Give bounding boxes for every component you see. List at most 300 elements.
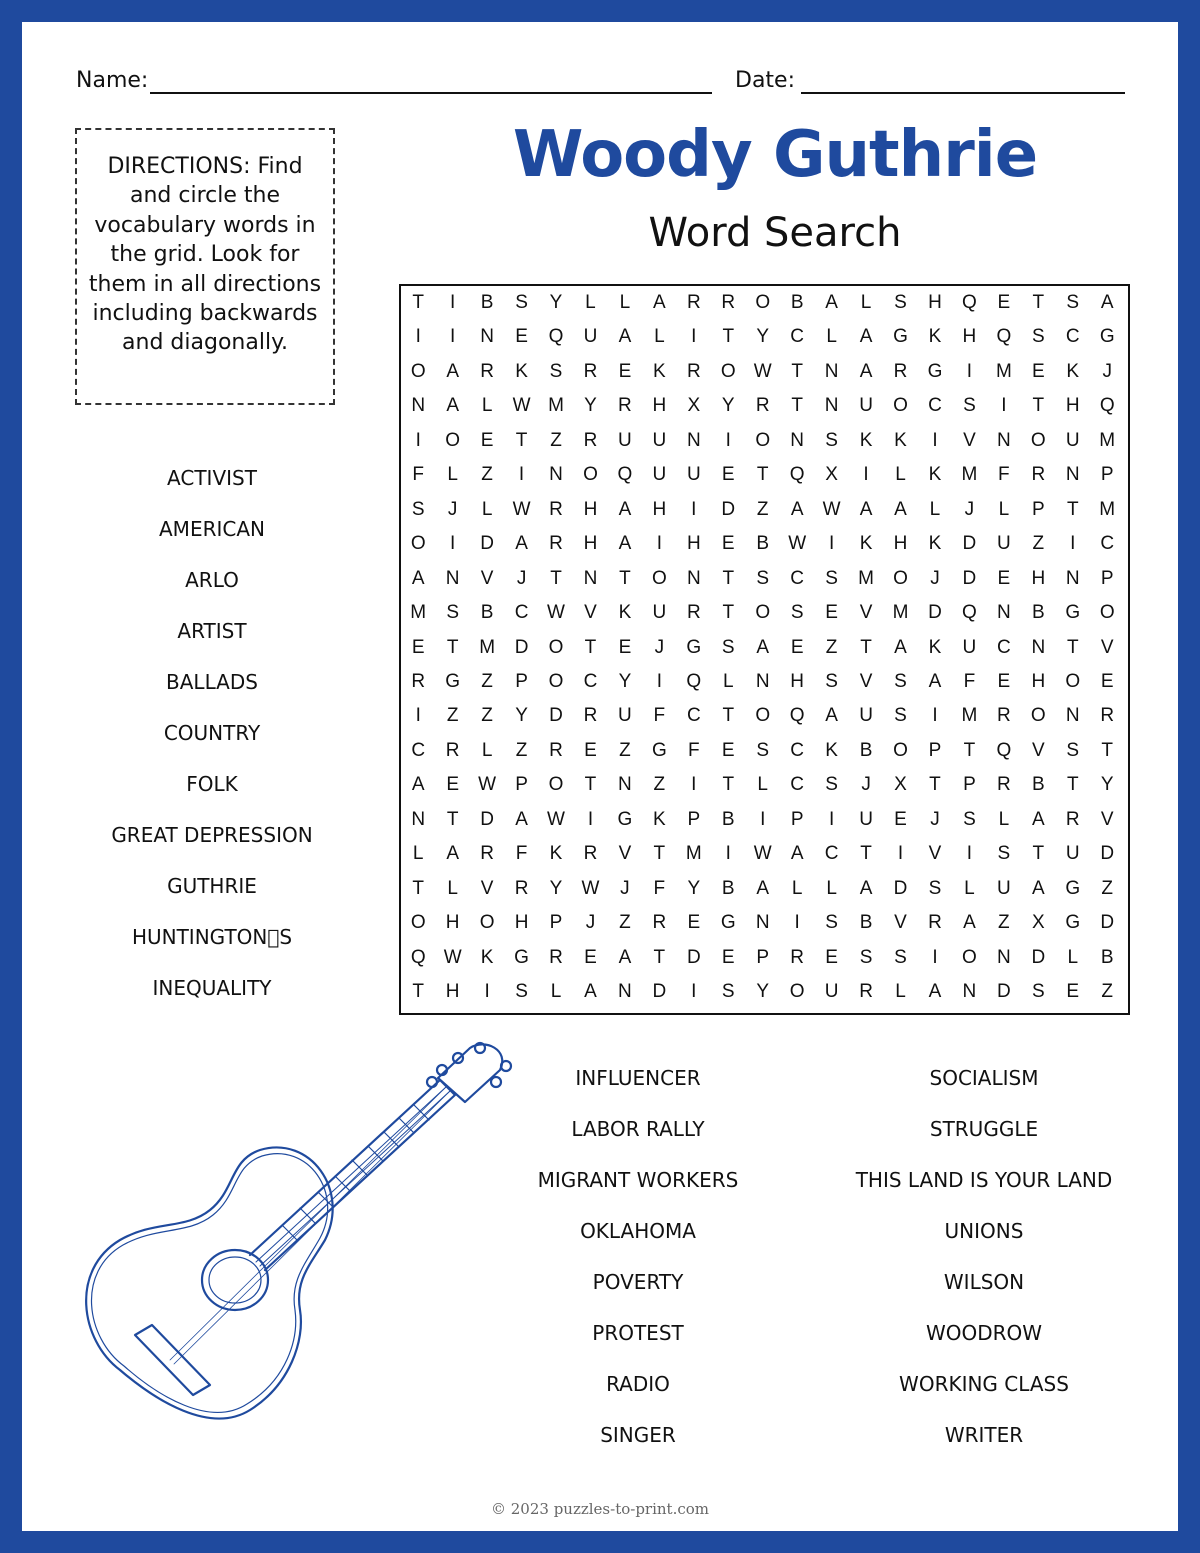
grid-letter[interactable]: A	[411, 567, 425, 589]
grid-letter[interactable]: S	[825, 912, 838, 934]
grid-letter[interactable]: Y	[756, 981, 770, 1002]
grid-letter[interactable]: S	[549, 360, 563, 382]
grid-letter[interactable]: E	[997, 292, 1011, 313]
grid-letter[interactable]: O	[1030, 429, 1046, 451]
grid-letter[interactable]: N	[618, 981, 632, 1002]
grid-letter[interactable]: B	[790, 292, 804, 313]
grid-letter[interactable]: L	[481, 395, 493, 417]
grid-letter[interactable]: T	[619, 567, 631, 589]
grid-letter[interactable]: D	[996, 981, 1011, 1002]
grid-letter[interactable]: T	[929, 774, 941, 796]
grid-letter[interactable]: U	[652, 464, 667, 486]
grid-letter[interactable]: K	[825, 739, 838, 761]
grid-letter[interactable]: I	[587, 808, 594, 830]
grid-letter[interactable]: O	[410, 360, 426, 382]
grid-letter[interactable]: R	[996, 774, 1011, 796]
grid-letter[interactable]: A	[928, 670, 942, 692]
grid-letter[interactable]: J	[1102, 360, 1112, 382]
grid-letter[interactable]: R	[445, 739, 460, 761]
grid-letter[interactable]: K	[653, 808, 666, 830]
grid-letter[interactable]: R	[686, 360, 701, 382]
grid-letter[interactable]: N	[996, 602, 1011, 624]
grid-letter[interactable]: B	[1031, 774, 1045, 796]
grid-letter[interactable]: W	[788, 533, 807, 555]
grid-letter[interactable]: R	[686, 292, 701, 313]
grid-letter[interactable]: I	[760, 808, 766, 830]
grid-letter[interactable]: R	[652, 912, 667, 934]
grid-letter[interactable]: E	[721, 946, 735, 968]
grid-letter[interactable]: U	[1065, 429, 1080, 451]
grid-letter[interactable]: Y	[756, 326, 770, 348]
grid-letter[interactable]: K	[653, 360, 666, 382]
grid-letter[interactable]: E	[515, 326, 528, 348]
grid-letter[interactable]: A	[790, 498, 804, 520]
grid-letter[interactable]: E	[894, 808, 907, 830]
grid-letter[interactable]: V	[1100, 808, 1114, 830]
grid-letter[interactable]: L	[447, 877, 458, 899]
grid-letter[interactable]: F	[653, 877, 666, 899]
grid-letter[interactable]: Q	[996, 739, 1012, 761]
grid-letter[interactable]: P	[687, 808, 701, 830]
grid-letter[interactable]: D	[721, 498, 736, 520]
grid-letter[interactable]: Z	[550, 429, 562, 451]
grid-letter[interactable]: E	[721, 533, 735, 555]
grid-letter[interactable]: E	[790, 636, 804, 658]
grid-letter[interactable]: S	[1066, 739, 1080, 761]
grid-letter[interactable]: C	[996, 636, 1011, 658]
grid-letter[interactable]: M	[858, 567, 874, 589]
grid-letter[interactable]: F	[653, 705, 666, 727]
grid-letter[interactable]: U	[859, 705, 873, 727]
grid-letter[interactable]: A	[1031, 877, 1045, 899]
grid-letter[interactable]: K	[549, 843, 563, 865]
grid-letter[interactable]: E	[1031, 360, 1045, 382]
grid-letter[interactable]: L	[585, 292, 596, 313]
grid-letter[interactable]: E	[997, 670, 1011, 692]
grid-letter[interactable]: P	[515, 774, 528, 796]
grid-letter[interactable]: M	[410, 602, 427, 624]
grid-letter[interactable]: A	[859, 498, 873, 520]
grid-letter[interactable]: P	[515, 670, 528, 692]
grid-letter[interactable]: E	[825, 946, 838, 968]
grid-letter[interactable]: S	[859, 946, 873, 968]
grid-letter[interactable]: H	[445, 981, 460, 1002]
grid-letter[interactable]: R	[549, 498, 563, 520]
grid-letter[interactable]: N	[1065, 705, 1080, 727]
grid-letter[interactable]: F	[963, 670, 976, 692]
grid-letter[interactable]: J	[930, 808, 940, 830]
grid-letter[interactable]: N	[755, 670, 770, 692]
grid-letter[interactable]: G	[617, 808, 633, 830]
grid-letter[interactable]: A	[1031, 808, 1045, 830]
grid-letter[interactable]: S	[756, 739, 770, 761]
grid-letter[interactable]: I	[415, 326, 421, 348]
grid-letter[interactable]: G	[445, 670, 461, 692]
grid-letter[interactable]: J	[620, 877, 630, 899]
grid-letter[interactable]: N	[686, 429, 701, 451]
grid-letter[interactable]: L	[447, 464, 458, 486]
grid-letter[interactable]: M	[479, 636, 496, 658]
grid-letter[interactable]: T	[722, 602, 735, 624]
grid-letter[interactable]: O	[410, 533, 426, 555]
grid-letter[interactable]: N	[1031, 636, 1046, 658]
grid-letter[interactable]: T	[1101, 739, 1114, 761]
grid-letter[interactable]: O	[548, 636, 564, 658]
grid-letter[interactable]: W	[512, 498, 531, 520]
grid-letter[interactable]: T	[412, 292, 425, 313]
grid-letter[interactable]: I	[725, 843, 731, 865]
grid-letter[interactable]: I	[897, 843, 904, 865]
grid-letter[interactable]: M	[548, 395, 564, 417]
grid-letter[interactable]: S	[825, 429, 838, 451]
grid-letter[interactable]: K	[515, 360, 528, 382]
grid-letter[interactable]: O	[583, 464, 598, 486]
grid-letter[interactable]: A	[756, 877, 770, 899]
grid-letter[interactable]: C	[790, 567, 805, 589]
grid-letter[interactable]: H	[893, 533, 908, 555]
grid-letter[interactable]: S	[894, 946, 907, 968]
grid-letter[interactable]: C	[686, 705, 701, 727]
grid-letter[interactable]: H	[962, 326, 977, 348]
grid-letter[interactable]: A	[515, 533, 528, 555]
grid-letter[interactable]: Y	[549, 292, 563, 313]
grid-letter[interactable]: Y	[584, 395, 597, 417]
grid-letter[interactable]: A	[446, 843, 459, 865]
grid-letter[interactable]: C	[1100, 533, 1115, 555]
grid-letter[interactable]: K	[1066, 360, 1080, 382]
grid-letter[interactable]: B	[721, 877, 735, 899]
grid-letter[interactable]: R	[755, 395, 770, 417]
grid-letter[interactable]: N	[996, 946, 1011, 968]
grid-letter[interactable]: I	[415, 705, 421, 727]
grid-letter[interactable]: Y	[687, 877, 701, 899]
grid-letter[interactable]: I	[691, 774, 697, 796]
grid-letter[interactable]: A	[446, 360, 459, 382]
grid-letter[interactable]: L	[895, 464, 906, 486]
grid-letter[interactable]: M	[961, 705, 978, 727]
grid-letter[interactable]: K	[928, 636, 942, 658]
grid-letter[interactable]: P	[1100, 464, 1114, 486]
grid-letter[interactable]: O	[548, 774, 564, 796]
grid-letter[interactable]: I	[484, 981, 490, 1002]
grid-letter[interactable]: T	[515, 429, 528, 451]
grid-letter[interactable]: O	[755, 429, 771, 451]
grid-letter[interactable]: M	[685, 843, 702, 865]
grid-letter[interactable]: V	[859, 670, 873, 692]
grid-letter[interactable]: O	[893, 739, 908, 761]
grid-letter[interactable]: B	[756, 533, 770, 555]
grid-letter[interactable]: I	[656, 670, 662, 692]
grid-letter[interactable]: Q	[789, 464, 805, 486]
grid-letter[interactable]: C	[411, 739, 426, 761]
grid-letter[interactable]: A	[894, 636, 907, 658]
grid-letter[interactable]: R	[583, 429, 598, 451]
grid-letter[interactable]: I	[932, 429, 938, 451]
grid-letter[interactable]: R	[549, 533, 563, 555]
grid-letter[interactable]: Z	[446, 705, 459, 727]
grid-letter[interactable]: L	[412, 843, 424, 865]
grid-letter[interactable]: G	[686, 636, 702, 658]
grid-letter[interactable]: T	[550, 567, 562, 589]
grid-letter[interactable]: G	[927, 360, 943, 382]
grid-letter[interactable]: W	[822, 498, 841, 520]
grid-letter[interactable]: B	[480, 602, 494, 624]
grid-letter[interactable]: U	[686, 464, 701, 486]
grid-letter[interactable]: Z	[1101, 877, 1114, 899]
grid-letter[interactable]: S	[825, 670, 838, 692]
grid-letter[interactable]: S	[446, 602, 459, 624]
grid-letter[interactable]: H	[583, 533, 598, 555]
grid-letter[interactable]: S	[790, 602, 804, 624]
grid-letter[interactable]: R	[893, 360, 908, 382]
grid-letter[interactable]: H	[583, 498, 598, 520]
grid-letter[interactable]: R	[1065, 808, 1080, 830]
grid-letter[interactable]: L	[619, 292, 631, 313]
grid-letter[interactable]: W	[547, 602, 565, 624]
grid-letter[interactable]: S	[721, 981, 735, 1002]
grid-letter[interactable]: H	[652, 498, 667, 520]
grid-letter[interactable]: J	[964, 498, 975, 520]
grid-letter[interactable]: Z	[481, 670, 493, 692]
grid-letter[interactable]: X	[825, 464, 838, 486]
grid-letter[interactable]: Z	[825, 636, 838, 658]
grid-letter[interactable]: A	[963, 912, 976, 934]
grid-letter[interactable]: T	[1066, 498, 1079, 520]
grid-letter[interactable]: S	[1031, 981, 1045, 1002]
grid-letter[interactable]: I	[691, 498, 697, 520]
grid-letter[interactable]: R	[583, 360, 598, 382]
grid-letter[interactable]: R	[480, 360, 494, 382]
grid-letter[interactable]: O	[548, 670, 564, 692]
grid-letter[interactable]: R	[480, 843, 494, 865]
grid-letter[interactable]: R	[514, 877, 529, 899]
grid-letter[interactable]: O	[962, 946, 977, 968]
grid-letter[interactable]: A	[859, 326, 873, 348]
grid-letter[interactable]: L	[654, 326, 665, 348]
grid-letter[interactable]: T	[722, 567, 735, 589]
grid-letter[interactable]: L	[860, 292, 872, 313]
grid-letter[interactable]: T	[860, 843, 872, 865]
grid-letter[interactable]: T	[584, 774, 597, 796]
grid-letter[interactable]: O	[755, 705, 771, 727]
grid-letter[interactable]: L	[481, 739, 493, 761]
grid-letter[interactable]: I	[1001, 395, 1007, 417]
grid-letter[interactable]: E	[618, 636, 632, 658]
grid-letter[interactable]: I	[450, 326, 456, 348]
grid-letter[interactable]: N	[1065, 567, 1080, 589]
grid-letter[interactable]: T	[722, 326, 735, 348]
grid-letter[interactable]: H	[1031, 670, 1046, 692]
grid-letter[interactable]: K	[928, 464, 942, 486]
grid-letter[interactable]: W	[581, 877, 600, 899]
grid-letter[interactable]: T	[791, 395, 803, 417]
grid-letter[interactable]: I	[450, 292, 456, 313]
grid-letter[interactable]: E	[1100, 670, 1114, 692]
grid-letter[interactable]: O	[720, 360, 736, 382]
grid-letter[interactable]: V	[894, 912, 907, 934]
grid-letter[interactable]: F	[515, 843, 528, 865]
grid-letter[interactable]: P	[963, 774, 976, 796]
grid-letter[interactable]: R	[928, 912, 942, 934]
grid-letter[interactable]: T	[1066, 636, 1079, 658]
grid-letter[interactable]: S	[894, 670, 907, 692]
grid-letter[interactable]: T	[722, 774, 735, 796]
grid-letter[interactable]: U	[1065, 843, 1080, 865]
grid-letter[interactable]: S	[411, 498, 425, 520]
grid-letter[interactable]: W	[512, 395, 531, 417]
grid-letter[interactable]: G	[1065, 912, 1081, 934]
grid-letter[interactable]: C	[824, 843, 839, 865]
grid-letter[interactable]: I	[1070, 533, 1076, 555]
grid-letter[interactable]: N	[618, 774, 632, 796]
grid-letter[interactable]: B	[859, 912, 873, 934]
grid-letter[interactable]: G	[1065, 877, 1081, 899]
grid-letter[interactable]: S	[1066, 292, 1080, 313]
grid-letter[interactable]: Q	[996, 326, 1012, 348]
grid-letter[interactable]: F	[412, 464, 425, 486]
grid-letter[interactable]: E	[721, 739, 735, 761]
grid-letter[interactable]: L	[998, 498, 1010, 520]
grid-letter[interactable]: A	[859, 360, 873, 382]
grid-letter[interactable]: R	[721, 292, 736, 313]
grid-letter[interactable]: I	[966, 360, 973, 382]
grid-letter[interactable]: R	[686, 602, 701, 624]
grid-letter[interactable]: R	[1031, 464, 1046, 486]
grid-letter[interactable]: A	[446, 395, 459, 417]
grid-letter[interactable]: R	[859, 981, 873, 1002]
grid-letter[interactable]: L	[481, 498, 493, 520]
grid-letter[interactable]: G	[1065, 602, 1081, 624]
grid-letter[interactable]: T	[412, 877, 425, 899]
grid-letter[interactable]: X	[894, 774, 907, 796]
grid-letter[interactable]: T	[412, 981, 425, 1002]
grid-letter[interactable]: L	[791, 877, 803, 899]
grid-letter[interactable]: U	[618, 705, 632, 727]
grid-letter[interactable]: U	[859, 808, 873, 830]
grid-letter[interactable]: V	[584, 602, 597, 624]
grid-letter[interactable]: A	[790, 843, 804, 865]
grid-letter[interactable]: Y	[515, 705, 528, 727]
grid-letter[interactable]: Q	[789, 705, 805, 727]
grid-letter[interactable]: I	[691, 981, 697, 1002]
grid-letter[interactable]: L	[895, 981, 906, 1002]
grid-letter[interactable]: K	[480, 946, 494, 968]
grid-letter[interactable]: W	[478, 774, 497, 796]
grid-letter[interactable]: D	[652, 981, 667, 1002]
grid-letter[interactable]: A	[825, 292, 838, 313]
grid-letter[interactable]: N	[480, 326, 494, 348]
grid-letter[interactable]: L	[722, 670, 734, 692]
grid-letter[interactable]: Y	[549, 877, 563, 899]
grid-letter[interactable]: B	[721, 808, 735, 830]
grid-letter[interactable]: G	[893, 326, 908, 348]
grid-letter[interactable]: B	[1100, 946, 1114, 968]
grid-letter[interactable]: J	[447, 498, 458, 520]
grid-letter[interactable]: H	[790, 670, 805, 692]
grid-letter[interactable]: O	[1065, 670, 1081, 692]
grid-letter[interactable]: C	[790, 774, 805, 796]
grid-letter[interactable]: T	[1032, 843, 1045, 865]
grid-letter[interactable]: L	[826, 877, 837, 899]
grid-letter[interactable]: N	[790, 429, 805, 451]
grid-letter[interactable]: E	[997, 567, 1011, 589]
grid-letter[interactable]: U	[652, 602, 667, 624]
grid-letter[interactable]: S	[1031, 326, 1045, 348]
grid-letter[interactable]: I	[415, 429, 421, 451]
grid-letter[interactable]: N	[962, 981, 977, 1002]
grid-letter[interactable]: L	[757, 774, 768, 796]
grid-letter[interactable]: E	[618, 360, 632, 382]
grid-letter[interactable]: O	[755, 292, 771, 313]
grid-letter[interactable]: S	[997, 843, 1011, 865]
grid-letter[interactable]: I	[932, 705, 938, 727]
grid-letter[interactable]: O	[410, 912, 426, 934]
grid-letter[interactable]: N	[411, 808, 426, 830]
grid-letter[interactable]: R	[583, 843, 598, 865]
grid-letter[interactable]: K	[928, 326, 942, 348]
grid-letter[interactable]: H	[445, 912, 460, 934]
grid-letter[interactable]: A	[1100, 292, 1114, 313]
grid-letter[interactable]: E	[584, 946, 597, 968]
grid-letter[interactable]: C	[583, 670, 598, 692]
grid-letter[interactable]: H	[928, 292, 942, 313]
grid-letter[interactable]: U	[996, 877, 1011, 899]
grid-letter[interactable]: S	[721, 636, 735, 658]
grid-letter[interactable]: L	[826, 326, 837, 348]
grid-letter[interactable]: M	[1099, 498, 1116, 520]
grid-letter[interactable]: U	[996, 533, 1011, 555]
grid-letter[interactable]: A	[515, 808, 528, 830]
grid-letter[interactable]: M	[995, 360, 1012, 382]
grid-letter[interactable]: O	[789, 981, 805, 1002]
grid-letter[interactable]: I	[691, 326, 697, 348]
grid-letter[interactable]: S	[963, 808, 976, 830]
grid-letter[interactable]: A	[653, 292, 666, 313]
grid-letter[interactable]: E	[411, 636, 425, 658]
grid-letter[interactable]: H	[1031, 567, 1046, 589]
grid-letter[interactable]: H	[686, 533, 701, 555]
grid-letter[interactable]: H	[1065, 395, 1080, 417]
grid-letter[interactable]: Z	[481, 464, 493, 486]
grid-letter[interactable]: A	[618, 946, 632, 968]
grid-letter[interactable]: A	[894, 498, 907, 520]
grid-letter[interactable]: G	[651, 739, 667, 761]
grid-letter[interactable]: T	[1066, 774, 1079, 796]
grid-letter[interactable]: N	[583, 567, 598, 589]
grid-letter[interactable]: A	[928, 981, 942, 1002]
grid-letter[interactable]: I	[518, 464, 525, 486]
grid-letter[interactable]: Y	[618, 670, 632, 692]
grid-letter[interactable]: G	[514, 946, 529, 968]
grid-letter[interactable]: J	[930, 567, 940, 589]
grid-letter[interactable]: N	[755, 912, 770, 934]
grid-letter[interactable]: I	[794, 912, 800, 934]
grid-letter[interactable]: Z	[619, 912, 631, 934]
grid-letter[interactable]: R	[549, 739, 563, 761]
grid-letter[interactable]: T	[446, 808, 459, 830]
grid-letter[interactable]: N	[824, 395, 839, 417]
grid-letter[interactable]: K	[859, 429, 873, 451]
grid-letter[interactable]: U	[824, 981, 839, 1002]
grid-letter[interactable]: L	[550, 981, 562, 1002]
grid-letter[interactable]: C	[514, 602, 529, 624]
grid-letter[interactable]: W	[753, 843, 772, 865]
grid-letter[interactable]: A	[618, 498, 632, 520]
grid-letter[interactable]: O	[445, 429, 461, 451]
grid-letter[interactable]: C	[1065, 326, 1080, 348]
grid-letter[interactable]: W	[547, 808, 565, 830]
grid-letter[interactable]: A	[618, 533, 632, 555]
